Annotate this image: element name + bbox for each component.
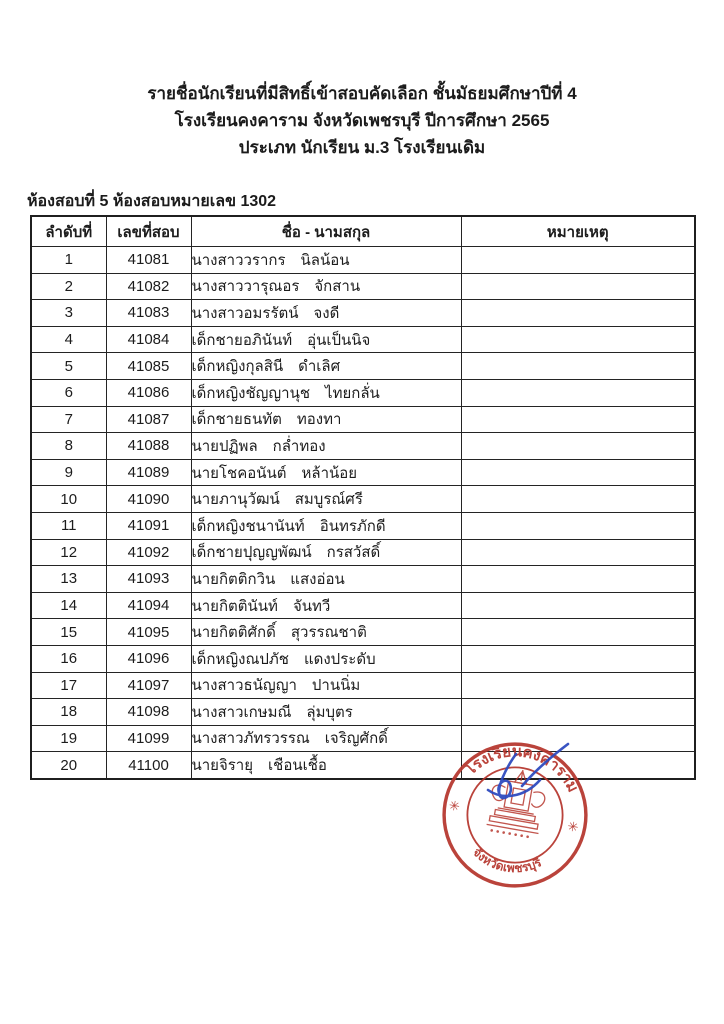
table-header-row: [31, 216, 695, 247]
table-row: [31, 539, 695, 566]
student-lastname: หล้าน้อย: [301, 464, 358, 482]
table-row: [31, 512, 695, 539]
student-lastname: ทองทา: [296, 411, 342, 429]
student-lastname: กรสวัสดิ์: [326, 544, 381, 562]
document-title: [0, 80, 724, 161]
table-row: [31, 752, 695, 779]
table-row: [31, 326, 695, 353]
students-table: [30, 215, 696, 780]
exam-number-cell: 41082: [106, 273, 191, 300]
table-body: [31, 247, 695, 779]
student-title-firstname: นางสาวอมรรัตน์: [191, 304, 299, 322]
order-cell: 7: [31, 406, 106, 433]
header-order: ลำดับที่: [31, 216, 106, 247]
student-lastname: นิลน้อน: [300, 251, 350, 269]
name-cell: [191, 566, 461, 593]
table-row: [31, 406, 695, 433]
student-title-firstname: นางสาวธนัญญา: [191, 677, 297, 695]
remark-cell: [461, 566, 695, 593]
order-cell: 10: [31, 486, 106, 513]
table-row: [31, 433, 695, 460]
student-lastname: ไทยกลั่น: [325, 384, 380, 402]
name-cell: [191, 619, 461, 646]
remark-cell: [461, 247, 695, 274]
exam-number-cell: 41083: [106, 300, 191, 327]
table-row: [31, 353, 695, 380]
student-title-firstname: เด็กหญิงชนานันท์: [191, 517, 305, 535]
student-lastname: ลุ่มบุตร: [306, 703, 353, 721]
exam-number-cell: 41089: [106, 459, 191, 486]
table-row: [31, 699, 695, 726]
order-cell: 9: [31, 459, 106, 486]
order-cell: 13: [31, 566, 106, 593]
exam-number-cell: 41084: [106, 326, 191, 353]
table-row: [31, 672, 695, 699]
remark-cell: [461, 326, 695, 353]
name-cell: [191, 353, 461, 380]
name-cell: [191, 247, 461, 274]
order-cell: 18: [31, 699, 106, 726]
table-row: [31, 273, 695, 300]
student-title-firstname: นายปฏิพล: [191, 437, 258, 455]
name-cell: [191, 486, 461, 513]
remark-cell: [461, 353, 695, 380]
name-cell: [191, 433, 461, 460]
order-cell: 8: [31, 433, 106, 460]
remark-cell: [461, 486, 695, 513]
name-cell: [191, 300, 461, 327]
exam-number-cell: 41091: [106, 512, 191, 539]
student-lastname: กล่ำทอง: [272, 437, 326, 455]
seal-bottom-text: จังหวัดเพชรบุรี: [469, 845, 544, 876]
student-title-firstname: เด็กหญิงชัญญานุช: [191, 384, 311, 402]
order-cell: 3: [31, 300, 106, 327]
exam-number-cell: 41086: [106, 379, 191, 406]
student-lastname: แสงอ่อน: [290, 570, 345, 588]
order-cell: 20: [31, 752, 106, 779]
exam-number-cell: 41095: [106, 619, 191, 646]
order-cell: 14: [31, 592, 106, 619]
student-title-firstname: เด็กหญิงกุลสินี: [191, 358, 284, 376]
remark-cell: [461, 699, 695, 726]
student-lastname: จันทวี: [292, 597, 331, 615]
table-row: [31, 486, 695, 513]
student-title-firstname: นายกิตตินันท์: [191, 597, 278, 615]
remark-cell: [461, 433, 695, 460]
student-title-firstname: นายกิตติกวิน: [191, 570, 276, 588]
name-cell: [191, 326, 461, 353]
order-cell: 6: [31, 379, 106, 406]
student-lastname: อินทรภักดี: [319, 517, 386, 535]
table-row: [31, 300, 695, 327]
order-cell: 1: [31, 247, 106, 274]
order-cell: 4: [31, 326, 106, 353]
exam-number-cell: 41100: [106, 752, 191, 779]
remark-cell: [461, 459, 695, 486]
star-ornament-right-icon: ✳: [566, 818, 580, 836]
seal-top-text: โรงเรียนคงคาราม: [461, 743, 582, 796]
student-lastname: จักสาน: [314, 278, 361, 296]
student-lastname: สุวรรณชาติ: [290, 624, 367, 642]
name-cell: [191, 672, 461, 699]
student-lastname: ปานนิ่ม: [311, 677, 361, 695]
exam-number-cell: 41094: [106, 592, 191, 619]
student-lastname: อุ่นเป็นนิจ: [307, 331, 371, 349]
student-title-firstname: นายโชคอนันต์: [191, 464, 287, 482]
remark-cell: [461, 512, 695, 539]
remark-cell: [461, 619, 695, 646]
student-lastname: สมบูรณ์ศรี: [294, 491, 363, 509]
exam-number-cell: 41098: [106, 699, 191, 726]
table-row: [31, 592, 695, 619]
remark-cell: [461, 300, 695, 327]
name-cell: [191, 273, 461, 300]
table-row: [31, 459, 695, 486]
remark-cell: [461, 592, 695, 619]
order-cell: 11: [31, 512, 106, 539]
name-cell: [191, 379, 461, 406]
exam-number-cell: 41099: [106, 725, 191, 752]
table-row: [31, 379, 695, 406]
exam-number-cell: 41085: [106, 353, 191, 380]
student-title-firstname: เด็กหญิงณปภัช: [191, 650, 289, 668]
order-cell: 17: [31, 672, 106, 699]
student-title-firstname: นายจิรายุ: [191, 757, 254, 775]
student-title-firstname: นางสาวภัทรวรรณ: [191, 730, 310, 748]
table-row: [31, 619, 695, 646]
table-row: [31, 725, 695, 752]
exam-number-cell: 41087: [106, 406, 191, 433]
order-cell: 19: [31, 725, 106, 752]
student-title-firstname: เด็กชายธนทัต: [191, 411, 282, 429]
exam-number-cell: 41097: [106, 672, 191, 699]
student-title-firstname: นายกิตติศักดิ์: [191, 624, 276, 642]
student-title-firstname: นางสาววรากร: [191, 251, 286, 269]
student-title-firstname: เด็กชายปุญญพัฒน์: [191, 544, 312, 562]
name-cell: [191, 539, 461, 566]
title-line-1: รายชื่อนักเรียนที่มีสิทธิ์เข้าสอบคัดเลือก ชั้นมัธยมศึกษาปีที่ 4: [147, 84, 577, 103]
order-cell: 2: [31, 273, 106, 300]
name-cell: [191, 699, 461, 726]
student-title-firstname: เด็กชายอภินันท์: [191, 331, 293, 349]
star-ornament-left-icon: ✳: [447, 797, 462, 815]
exam-number-cell: 41090: [106, 486, 191, 513]
student-title-firstname: นางสาวเกษมณี: [191, 703, 292, 721]
name-cell: [191, 459, 461, 486]
exam-number-cell: 41092: [106, 539, 191, 566]
header-exam-number: เลขที่สอบ: [106, 216, 191, 247]
title-line-3: ประเภท นักเรียน ม.3 โรงเรียนเดิม: [238, 138, 486, 157]
student-lastname: แดงประดับ: [303, 650, 376, 668]
order-cell: 12: [31, 539, 106, 566]
svg-text:จังหวัดเพชรบุรี: [468, 843, 546, 881]
order-cell: 15: [31, 619, 106, 646]
order-cell: 16: [31, 645, 106, 672]
header-remark: หมายเหตุ: [461, 216, 695, 247]
exam-number-cell: 41088: [106, 433, 191, 460]
header-name: ชื่อ - นามสกุล: [191, 216, 461, 247]
order-cell: 5: [31, 353, 106, 380]
student-lastname: ดำเลิศ: [298, 358, 341, 376]
remark-cell: [461, 406, 695, 433]
table-row: [31, 645, 695, 672]
exam-number-cell: 41081: [106, 247, 191, 274]
title-line-2: โรงเรียนคงคาราม จังหวัดเพชรบุรี ปีการศึกษา 2565: [174, 111, 550, 130]
name-cell: [191, 406, 461, 433]
remark-cell: [461, 273, 695, 300]
student-lastname: เชือนเชื้อ: [268, 757, 327, 775]
remark-cell: [461, 645, 695, 672]
name-cell: [191, 512, 461, 539]
exam-number-cell: 41096: [106, 645, 191, 672]
student-lastname: เจริญศักดิ์: [324, 730, 388, 748]
student-title-firstname: นางสาววารุณอร: [191, 278, 300, 296]
table-row: [31, 247, 695, 274]
table-row: [31, 566, 695, 593]
remark-cell: [461, 725, 695, 752]
student-lastname: จงดี: [313, 304, 340, 322]
remark-cell: [461, 672, 695, 699]
exam-room-heading: ห้องสอบที่ 5 ห้องสอบหมายเลข 1302: [27, 193, 277, 210]
remark-cell: [461, 379, 695, 406]
student-title-firstname: นายภานุวัฒน์: [191, 491, 280, 509]
remark-cell: [461, 752, 695, 779]
name-cell: [191, 645, 461, 672]
name-cell: [191, 592, 461, 619]
remark-cell: [461, 539, 695, 566]
name-cell: [191, 752, 461, 779]
name-cell: [191, 725, 461, 752]
exam-number-cell: 41093: [106, 566, 191, 593]
